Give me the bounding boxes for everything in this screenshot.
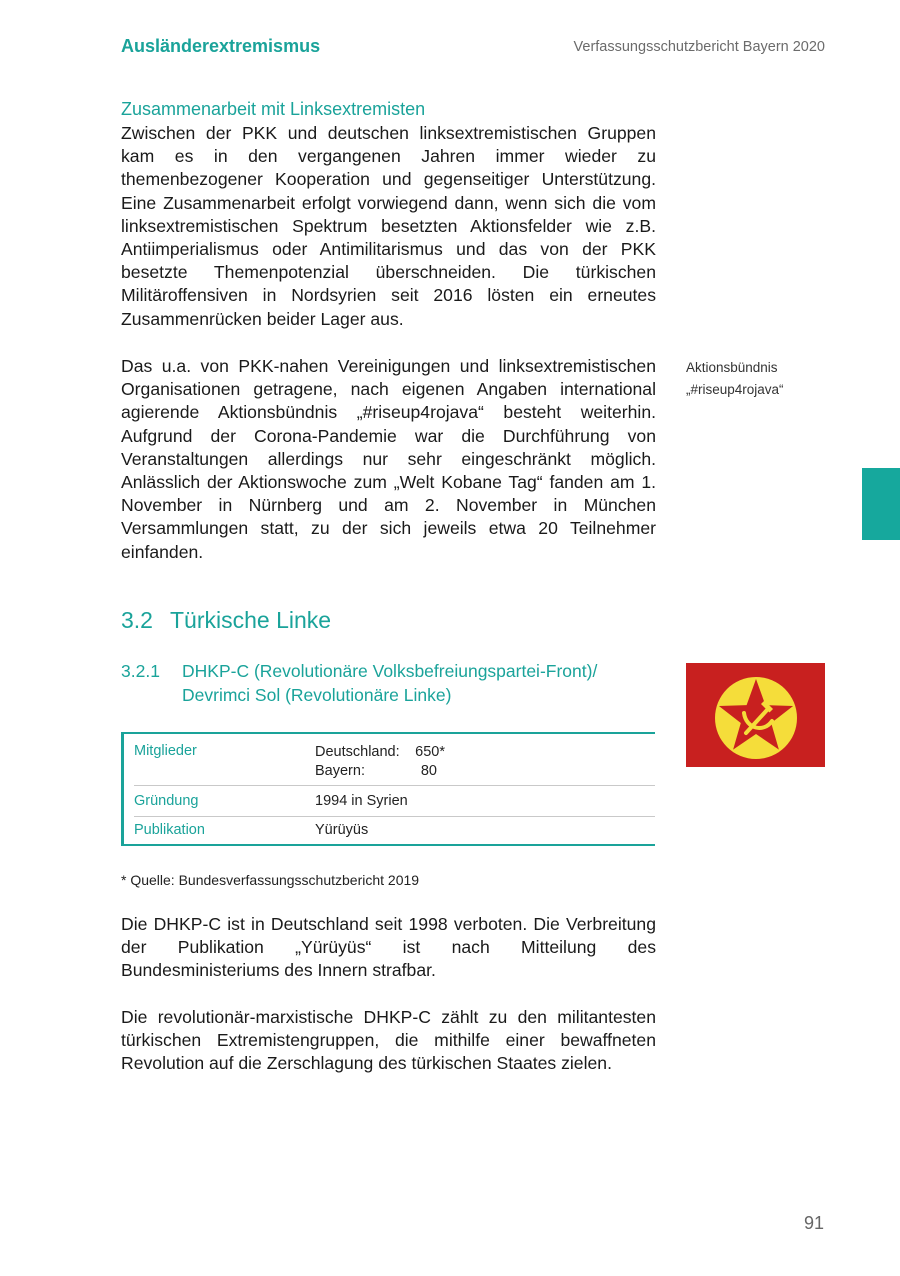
- chapter-tab-marker: [862, 468, 900, 540]
- page-number: 91: [803, 1213, 824, 1233]
- subsection-title-line: Devrimci Sol (Revolutionäre Linke): [182, 685, 452, 705]
- section-number: 3.2: [121, 607, 153, 633]
- subsection-heading: Zusammenarbeit mit Linksextremisten: [121, 99, 426, 119]
- organization-facts-table: [121, 732, 655, 846]
- members-values: [315, 743, 445, 781]
- hammer-sickle-star-flag-icon: [686, 663, 825, 767]
- running-header-report: Verfassungsschutzbericht Bayern 2020: [573, 39, 825, 55]
- table-row-founding: [134, 785, 655, 817]
- section-heading: [121, 607, 331, 634]
- founding-value: 1994 in Syrien: [315, 793, 408, 809]
- margin-note: [686, 357, 846, 401]
- publication-label: Publikation: [134, 822, 205, 838]
- founding-label: Gründung: [134, 793, 199, 809]
- publication-value: Yürüyüs: [315, 822, 369, 838]
- paragraph-riseup4rojava: Das u.a. von PKK-nahen Vereinigungen und linksextremistischen Organisationen getragene, nach eigenen Angaben international agierende Aktionsbündnis „#riseup4rojava“ besteht weiterhin. Aufgrund der Corona-Pandemie war die Durchführung von Veranstaltungen allerdings nur sehr eingeschränkt möglich. Anlässlich der Aktionswoche zum „Welt Kobane Tag“ fanden am 1. November in Nürnberg und am 2. November in München Versammlungen statt, zu der sich jeweils etwa 20 Teilnehmer einfanden.: [121, 356, 656, 562]
- members-count: 80: [420, 763, 437, 779]
- members-count: 650*: [415, 744, 445, 760]
- subsection-title-line: DHKP-C (Revolutionäre Volksbefreiungspartei-Front)/: [182, 661, 598, 681]
- section-title: Türkische Linke: [170, 607, 332, 633]
- margin-note-line: „#riseup4rojava“: [686, 382, 784, 397]
- members-label: Mitglieder: [134, 743, 197, 759]
- paragraph-militancy: Die revolutionär-marxistische DHKP-C zählt zu den militantesten türkischen Extremistengruppen, die mithilfe einer bewaffneten Revolution auf die Zerschlagung des türkischen Staates zielen.: [121, 1007, 656, 1074]
- members-row: [315, 762, 445, 781]
- margin-note-line: Aktionsbündnis: [686, 360, 778, 375]
- members-row: [315, 743, 445, 762]
- paragraph-ban: Die DHKP-C ist in Deutschland seit 1998 verboten. Die Verbreitung der Publikation „Yürüyüs“ ist nach Mitteilung des Bundesministeriums des Innern strafbar.: [121, 914, 656, 981]
- subsection-number: 3.2.1: [121, 661, 160, 681]
- subsection-title: [182, 659, 682, 707]
- members-region: Deutschland:: [315, 744, 400, 760]
- running-header-section: Ausländerextremismus: [121, 36, 321, 56]
- paragraph-cooperation: Zwischen der PKK und deutschen linksextremistischen Gruppen kam es in den vergangenen Jahren immer wieder zu themenbezogener Kooperation und gegenseitiger Unterstützung. Eine Zusammenarbeit erfolgt vorwiegend dann, wenn sich die vom linksextremistischen Spektrum besetzten Aktionsfelder wie z.B. Antiimperialismus oder Antimilitarismus und das von der PKK besetzte Themenpotenzial überschneiden. Die türkischen Militäroffensiven in Nordsyrien seit 2016 lösten ein erneutes Zusammenrücken beider Lager aus.: [121, 123, 656, 329]
- table-row-publication: [134, 816, 655, 844]
- footnote-source: * Quelle: Bundesverfassungsschutzbericht 2019: [121, 872, 420, 888]
- table-row-members: [134, 743, 655, 786]
- members-region: Bayern:: [315, 763, 365, 779]
- subsection-heading-dhkpc: [121, 659, 661, 709]
